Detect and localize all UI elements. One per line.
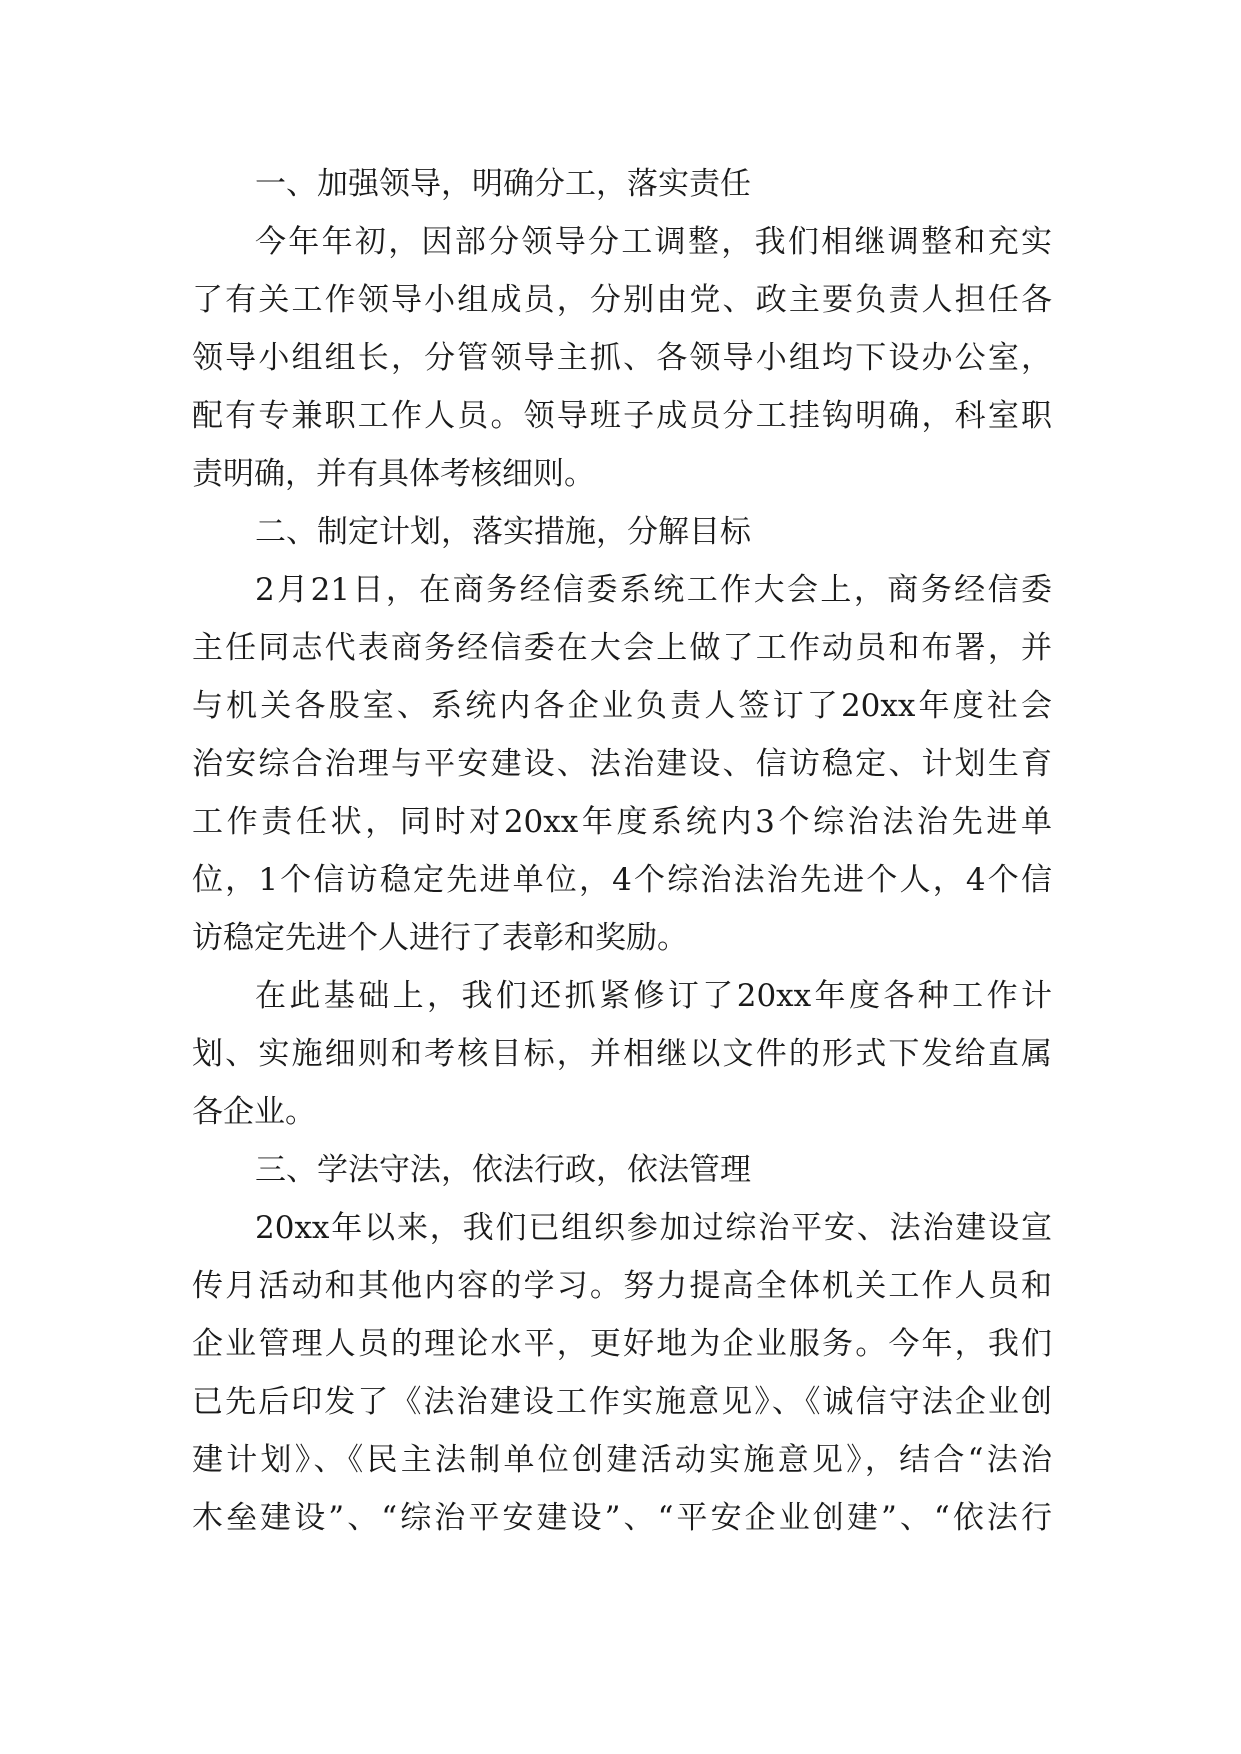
paragraph-line: 工作责任状，同时对20xx年度系统内3个综治法治先进单	[192, 804, 1052, 840]
paragraph-line: 主任同志代表商务经信委在大会上做了工作动员和布署，并	[192, 630, 1052, 666]
paragraph-line: 建计划》、《民主法制单位创建活动实施意见》，结合“法治	[192, 1442, 1052, 1478]
section-heading-3: 三、学法守法，依法行政，依法管理	[255, 1152, 751, 1188]
paragraph-line: 20xx年以来，我们已组织参加过综治平安、法治建设宣	[255, 1210, 1052, 1246]
paragraph-line: 配有专兼职工作人员。领导班子成员分工挂钩明确，科室职	[192, 398, 1052, 434]
paragraph-line: 2月21日，在商务经信委系统工作大会上，商务经信委	[255, 572, 1052, 608]
section-heading-1: 一、加强领导，明确分工，落实责任	[255, 166, 751, 202]
paragraph-line: 访稳定先进个人进行了表彰和奖励。	[192, 920, 688, 956]
paragraph-line: 企业管理人员的理论水平，更好地为企业服务。今年，我们	[192, 1326, 1052, 1362]
paragraph-line: 木垒建设”、“综治平安建设”、“平安企业创建”、“依法行	[192, 1500, 1052, 1536]
paragraph-line: 已先后印发了《法治建设工作实施意见》、《诚信守法企业创	[192, 1384, 1052, 1420]
paragraph-line: 了有关工作领导小组成员，分别由党、政主要负责人担任各	[192, 282, 1052, 318]
section-heading-2: 二、制定计划，落实措施，分解目标	[255, 514, 751, 550]
paragraph-line: 治安综合治理与平安建设、法治建设、信访稳定、计划生育	[192, 746, 1052, 782]
paragraph-line: 在此基础上，我们还抓紧修订了20xx年度各种工作计	[255, 978, 1052, 1014]
paragraph-line: 与机关各股室、系统内各企业负责人签订了20xx年度社会	[192, 688, 1052, 724]
paragraph-line: 今年年初，因部分领导分工调整，我们相继调整和充实	[255, 224, 1052, 260]
paragraph-line: 各企业。	[192, 1094, 316, 1130]
paragraph-line: 位，1个信访稳定先进单位，4个综治法治先进个人，4个信	[192, 862, 1052, 898]
paragraph-line: 领导小组组长，分管领导主抓、各领导小组均下设办公室，	[192, 340, 1052, 376]
paragraph-line: 责明确，并有具体考核细则。	[192, 456, 595, 492]
paragraph-line: 划、实施细则和考核目标，并相继以文件的形式下发给直属	[192, 1036, 1052, 1072]
paragraph-line: 传月活动和其他内容的学习。努力提高全体机关工作人员和	[192, 1268, 1052, 1304]
